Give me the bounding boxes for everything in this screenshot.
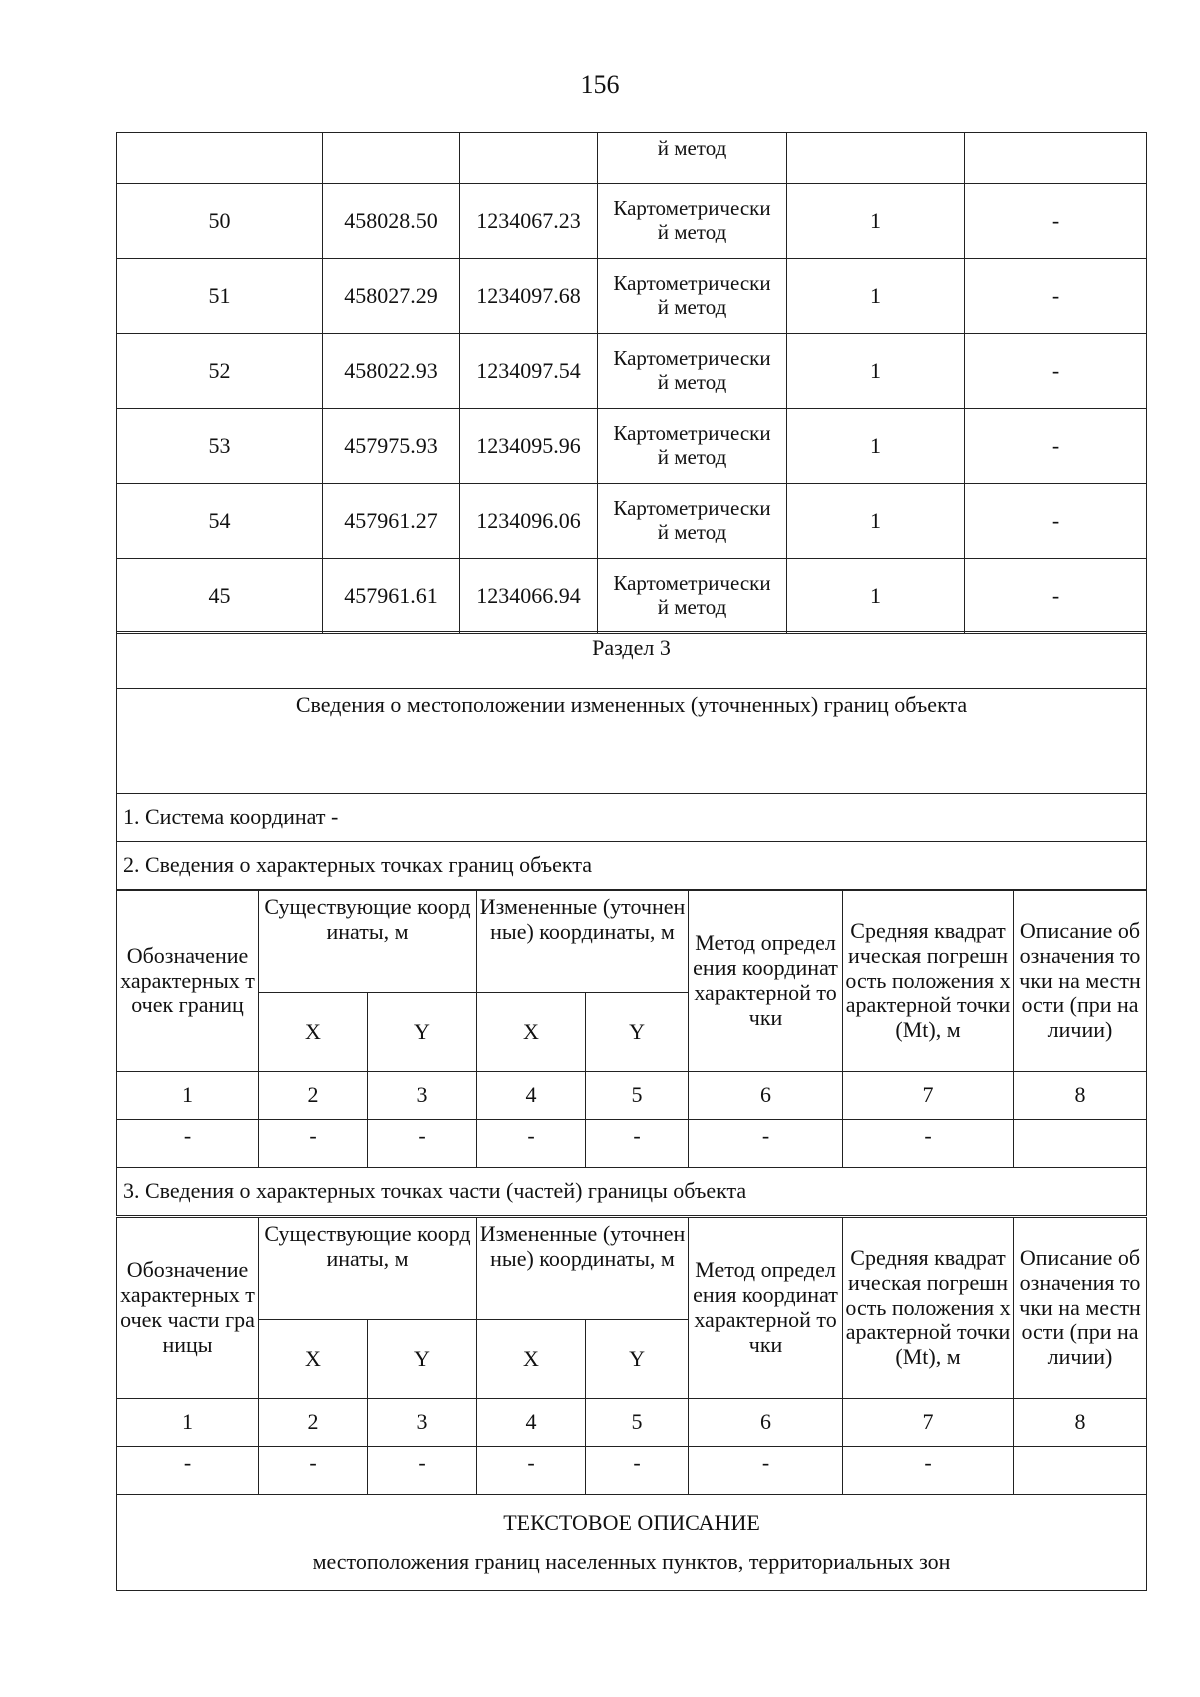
- header-x: X: [259, 1320, 368, 1399]
- page-number: 156: [580, 70, 620, 99]
- table-cell: 7: [843, 1072, 1014, 1120]
- table-cell: 8: [1014, 1072, 1147, 1120]
- method-line: й метод: [657, 370, 727, 394]
- point-cell: 53: [117, 409, 323, 484]
- accuracy-cell: 1: [787, 559, 965, 634]
- coordinates-table: [116, 132, 1147, 634]
- description-cell: -: [965, 184, 1147, 259]
- header-changed-coords: Измененные (уточненные) координаты, м: [477, 891, 689, 993]
- table-cell: 1: [117, 1072, 259, 1120]
- text-description-subtitle: местоположения границ населенных пунктов, территориальных зон: [312, 1548, 951, 1574]
- y-cell: 1234066.94: [460, 559, 598, 634]
- table-cell: -: [259, 1120, 368, 1168]
- column-numbers-row: [117, 1399, 1147, 1447]
- table-cell: -: [477, 1120, 586, 1168]
- description-cell: -: [965, 259, 1147, 334]
- table-cell: 2: [259, 1399, 368, 1447]
- description-cell: -: [965, 484, 1147, 559]
- table-cell: 8: [1014, 1399, 1147, 1447]
- x-cell: 457961.61: [323, 559, 460, 634]
- header-changed-coords: Измененные (уточненные) координаты, м: [477, 1218, 689, 1320]
- table-cell: -: [117, 1120, 259, 1168]
- description-cell: -: [965, 334, 1147, 409]
- table-row: [117, 1120, 1147, 1168]
- header-designation: Обозначение характерных точек границ: [117, 891, 259, 1072]
- text-description-box: [116, 1494, 1147, 1591]
- x-cell: 458022.93: [323, 334, 460, 409]
- coord-system-line: 1. Система координат -: [117, 794, 1147, 842]
- description-cell: -: [965, 409, 1147, 484]
- method-line: Картометрически: [613, 346, 771, 371]
- table-cell: 7: [843, 1399, 1014, 1447]
- x-cell: 458027.29: [323, 259, 460, 334]
- table-row: [117, 334, 1147, 409]
- y-cell: 1234095.96: [460, 409, 598, 484]
- method-line: Картометрически: [613, 196, 771, 221]
- table-row: [117, 559, 1147, 634]
- method-cell: [598, 409, 787, 484]
- header-y: Y: [586, 993, 689, 1072]
- table-cell: 1: [117, 1399, 259, 1447]
- y-cell: 1234097.68: [460, 259, 598, 334]
- table-cell: -: [843, 1120, 1014, 1168]
- table-cell: -: [689, 1447, 843, 1495]
- table-row: [117, 184, 1147, 259]
- table-cell: 3: [368, 1399, 477, 1447]
- method-cell: й метод: [598, 133, 787, 184]
- method-line: Картометрически: [613, 496, 771, 521]
- y-cell: 1234097.54: [460, 334, 598, 409]
- header-existing-coords: Существующие координаты, м: [259, 1218, 477, 1320]
- point-cell: 52: [117, 334, 323, 409]
- table-cell: -: [259, 1447, 368, 1495]
- table-cell: -: [477, 1447, 586, 1495]
- accuracy-cell: 1: [787, 334, 965, 409]
- table-cell: -: [843, 1447, 1014, 1495]
- method-line: Картометрически: [613, 271, 771, 296]
- method-line: й метод: [657, 295, 727, 319]
- column-numbers-row: [117, 1072, 1147, 1120]
- table-cell: 4: [477, 1072, 586, 1120]
- x-cell: 458028.50: [323, 184, 460, 259]
- section-subtitle: Сведения о местоположении измененных (уточненных) границ объекта: [117, 689, 1147, 794]
- header-description: Описание обозначения точки на местности (при наличии): [1014, 891, 1147, 1072]
- table-row: [117, 133, 1147, 184]
- y-cell: 1234067.23: [460, 184, 598, 259]
- table-cell: 6: [689, 1072, 843, 1120]
- method-line: Картометрически: [613, 421, 771, 446]
- accuracy-cell: 1: [787, 184, 965, 259]
- text-description-title: ТЕКСТОВОЕ ОПИСАНИЕ: [503, 1509, 760, 1535]
- x-cell: 457961.27: [323, 484, 460, 559]
- table-cell: 5: [586, 1399, 689, 1447]
- parts-heading: 3. Сведения о характерных точках части (частей) границы объекта: [117, 1168, 1147, 1216]
- description-cell: -: [965, 559, 1147, 634]
- method-cell: [598, 484, 787, 559]
- header-accuracy: Средняя квадратическая погрешность положения характерной точки (Mt), м: [843, 1218, 1014, 1399]
- method-cell: [598, 184, 787, 259]
- method-cell: [598, 559, 787, 634]
- table-cell: [1014, 1120, 1147, 1168]
- accuracy-cell: 1: [787, 484, 965, 559]
- header-y: Y: [368, 993, 477, 1072]
- table-cell: -: [586, 1120, 689, 1168]
- table-cell: 3: [368, 1072, 477, 1120]
- header-accuracy: Средняя квадратическая погрешность положения характерной точки (Mt), м: [843, 891, 1014, 1072]
- header-method: Метод определения координат характерной точки: [689, 891, 843, 1072]
- table-cell: -: [368, 1120, 477, 1168]
- method-line: й метод: [657, 595, 727, 619]
- points-table: [116, 890, 1147, 1216]
- header-y: Y: [586, 1320, 689, 1399]
- header-x: X: [477, 1320, 586, 1399]
- method-line: Картометрически: [613, 571, 771, 596]
- table-cell: -: [117, 1447, 259, 1495]
- table-cell: -: [368, 1447, 477, 1495]
- table-row: [117, 1447, 1147, 1495]
- method-line: й метод: [657, 220, 727, 244]
- header-method: Метод определения координат характерной точки: [689, 1218, 843, 1399]
- section3-header: [116, 631, 1147, 890]
- table-row: [117, 409, 1147, 484]
- table-cell: [1014, 1447, 1147, 1495]
- accuracy-cell: 1: [787, 259, 965, 334]
- method-cell: [598, 334, 787, 409]
- table-cell: 5: [586, 1072, 689, 1120]
- method-line: й метод: [657, 445, 727, 469]
- table-cell: -: [689, 1120, 843, 1168]
- point-cell: 54: [117, 484, 323, 559]
- table-cell: 2: [259, 1072, 368, 1120]
- table-row: [117, 484, 1147, 559]
- method-line: й метод: [657, 520, 727, 544]
- header-existing-coords: Существующие координаты, м: [259, 891, 477, 993]
- point-cell: 50: [117, 184, 323, 259]
- header-y: Y: [368, 1320, 477, 1399]
- table-cell: -: [586, 1447, 689, 1495]
- header-x: X: [259, 993, 368, 1072]
- section-title: Раздел 3: [117, 632, 1147, 689]
- accuracy-cell: 1: [787, 409, 965, 484]
- y-cell: 1234096.06: [460, 484, 598, 559]
- table-cell: 6: [689, 1399, 843, 1447]
- method-cell: [598, 259, 787, 334]
- point-cell: 51: [117, 259, 323, 334]
- x-cell: 457975.93: [323, 409, 460, 484]
- table-row: [117, 259, 1147, 334]
- parts-table: [116, 1217, 1147, 1495]
- header-designation: Обозначение характерных точек части границы: [117, 1218, 259, 1399]
- header-description: Описание обозначения точки на местности (при наличии): [1014, 1218, 1147, 1399]
- header-x: X: [477, 993, 586, 1072]
- point-cell: 45: [117, 559, 323, 634]
- points-heading: 2. Сведения о характерных точках границ объекта: [117, 842, 1147, 890]
- table-cell: 4: [477, 1399, 586, 1447]
